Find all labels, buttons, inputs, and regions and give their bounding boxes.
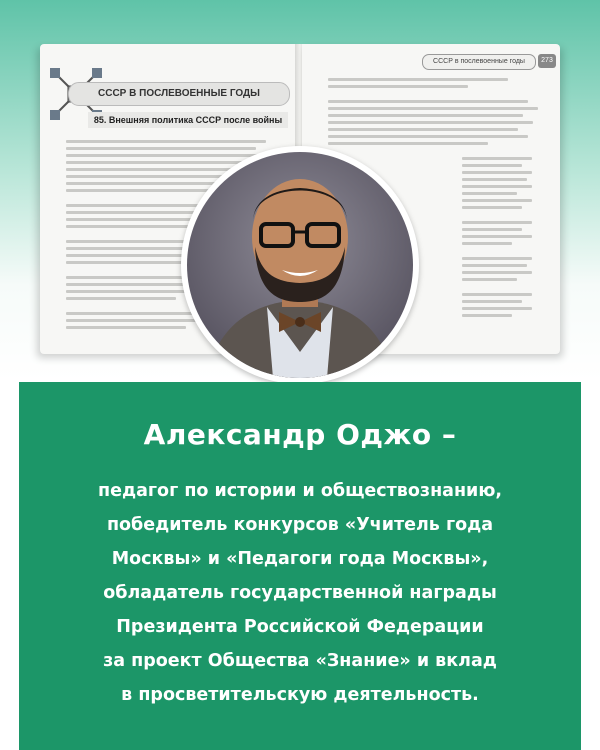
author-portrait	[181, 146, 419, 384]
description-line: обладатель государственной награды	[103, 583, 497, 603]
author-name: Александр Оджо –	[143, 418, 457, 451]
author-description	[19, 474, 581, 712]
description-line: в просветительскую деятельность.	[121, 685, 479, 705]
description-line: Москвы» и «Педагоги года Москвы»,	[111, 549, 489, 569]
running-head: СССР в послевоенные годы	[422, 54, 536, 70]
description-line: победитель конкурсов «Учитель года	[106, 515, 494, 535]
section-title: 85. Внешняя политика СССР после войны	[88, 112, 288, 128]
page-number: 273	[538, 54, 556, 68]
portrait-photo	[187, 152, 413, 378]
description-line: педагог по истории и обществознанию,	[98, 481, 502, 501]
description-line: Президента Российской Федерации	[116, 617, 484, 637]
chapter-title: СССР В ПОСЛЕВОЕННЫЕ ГОДЫ	[68, 82, 290, 106]
description-line: за проект Общества «Знание» и вклад	[103, 651, 497, 671]
